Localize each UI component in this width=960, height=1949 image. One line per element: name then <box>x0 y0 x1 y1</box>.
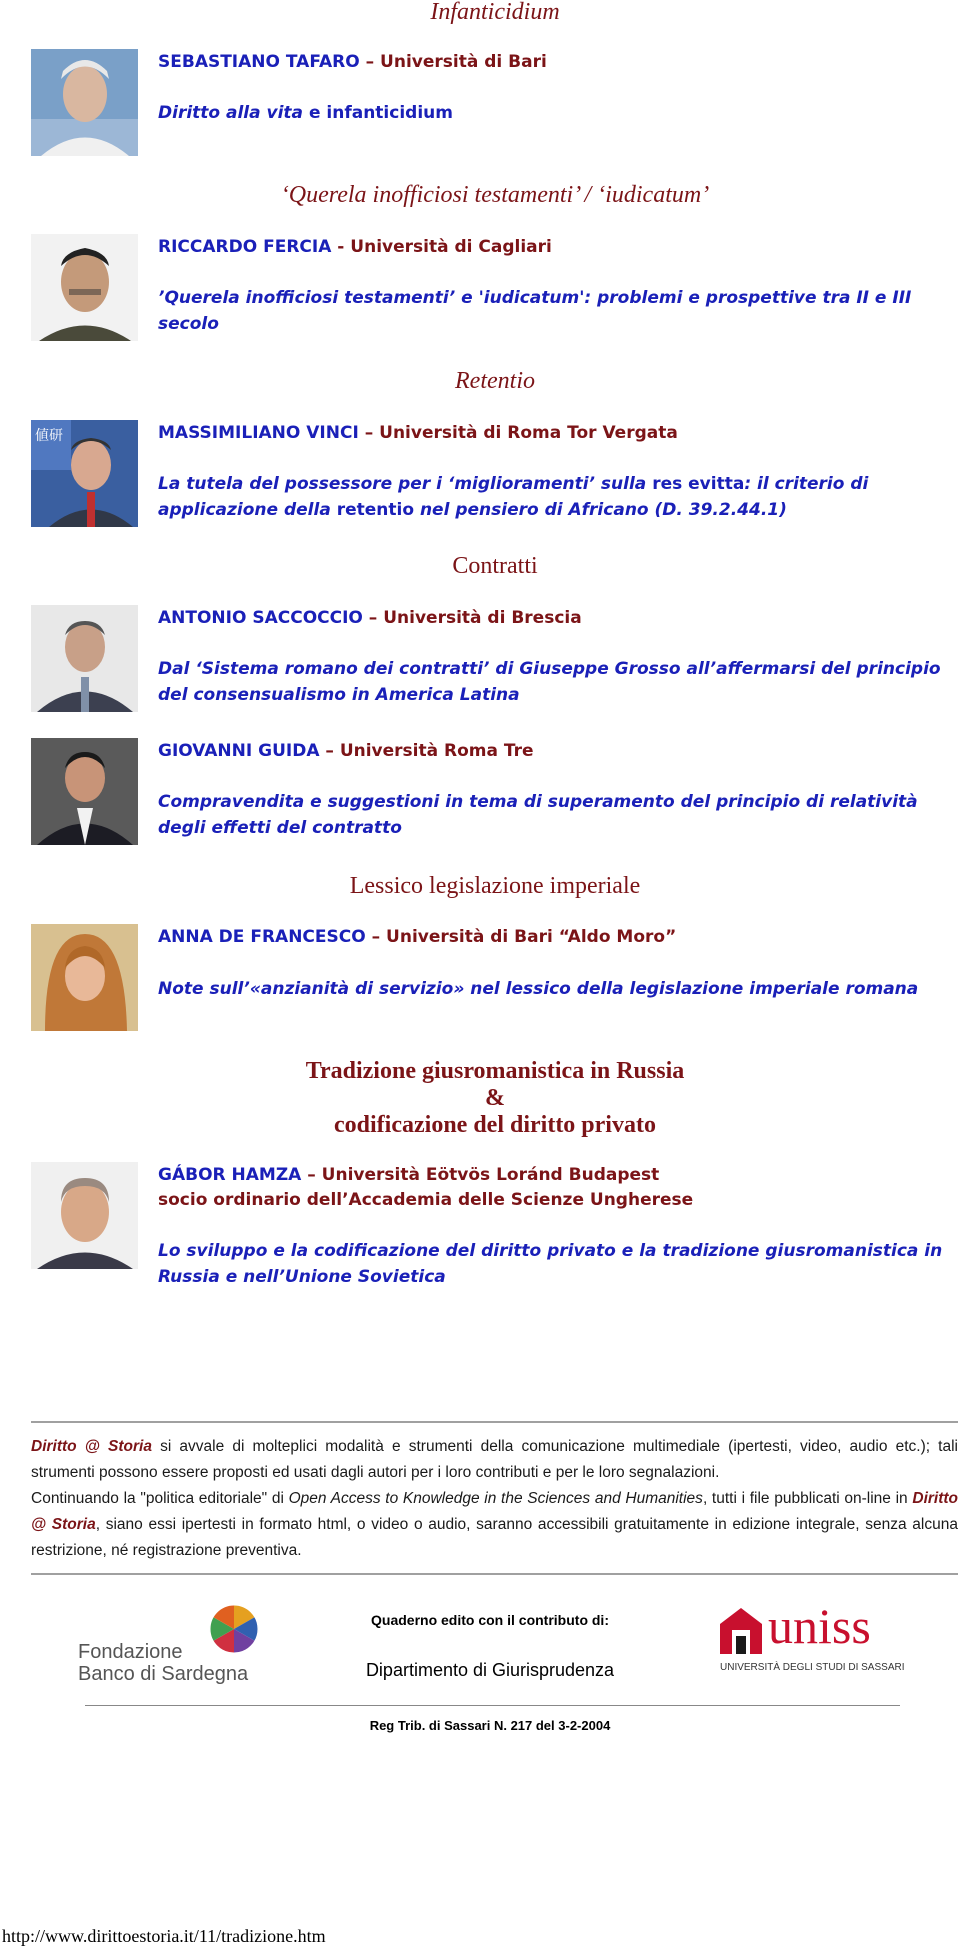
footer-paragraph-1 <box>31 1434 958 1486</box>
speaker-heading-saccoccio <box>158 605 948 631</box>
separator: – <box>301 1165 322 1185</box>
speaker-name: ANTONIO SACCOCCIO <box>158 608 363 628</box>
footer-text-part: Continuando la "politica editoriale" di <box>31 1490 289 1507</box>
reg-trib-label: Reg Trib. di Sassari N. 217 del 3-2-2004 <box>369 1718 611 1733</box>
footer-text-part: , siano essi ipertesti in formato html, o video o audio, saranno accessibili gratuitamente in edizione integrale, senza alcuna restrizione, né registrazione preventiva. <box>31 1516 958 1559</box>
speaker-affiliation: Università di Roma Tor Vergata <box>379 423 678 443</box>
section-title-tradizione-line2: & <box>485 1085 505 1111</box>
speaker-name: SEBASTIANO TAFARO <box>158 52 360 72</box>
footer-rule-top <box>31 1421 958 1423</box>
footer-text-part: , tutti i file pubblicati on-line in <box>702 1490 913 1507</box>
section-title-lessico: Lessico legislazione imperiale <box>349 873 641 899</box>
fondazione-name-line: Banco di Sardegna <box>78 1663 249 1685</box>
speaker-affiliation: Università di Brescia <box>383 608 582 628</box>
talk-title-part: nel pensiero di Africano (D. 39.2.44.1) <box>414 500 787 520</box>
speaker-photo-de-francesco <box>31 924 138 1031</box>
section-title-tradizione-line1: Tradizione giusromanistica in Russia <box>305 1058 685 1084</box>
speaker-heading-de-francesco <box>158 924 948 950</box>
quaderno-label: Quaderno edito con il contributo di: <box>371 1612 609 1628</box>
speaker-affiliation-secondary: socio ordinario dell’Accademia delle Scienze Ungherese <box>158 1190 694 1210</box>
fondazione-logo <box>78 1603 288 1683</box>
speaker-heading-guida <box>158 738 948 764</box>
uniss-logo-mark-icon <box>718 1606 764 1656</box>
brand-name: Diritto @ Storia <box>31 1438 152 1455</box>
talk-title-hamza: Lo sviluppo e la codificazione del diritto privato e la tradizione giusromanistica in Russia e nell’Unione Sovietica <box>158 1241 943 1287</box>
talk-title-part: res evitta <box>652 474 745 494</box>
speaker-photo-hamza <box>31 1162 138 1269</box>
speaker-heading-fercia <box>158 234 948 260</box>
talk-title-part: retentio <box>336 500 415 520</box>
footer-rule-bottom <box>31 1573 958 1575</box>
talk-title-vinci <box>158 471 948 523</box>
speaker-heading-tafaro <box>158 49 948 75</box>
speaker-affiliation: Università Roma Tre <box>339 741 534 761</box>
section-title-infanticidium: Infanticidium <box>430 0 560 25</box>
fondazione-name-line: Fondazione <box>78 1641 183 1663</box>
separator: – <box>359 52 381 72</box>
section-title-tradizione-line3: codificazione del diritto privato <box>334 1112 656 1138</box>
speaker-photo-tafaro <box>31 49 138 156</box>
speaker-photo-fercia <box>31 234 138 341</box>
brand-name: Diritto @ Storia <box>31 1490 959 1533</box>
section-title-querela: ‘Querela inofficiosi testamenti’ / ‘iudicatum’ <box>280 182 710 208</box>
speaker-affiliation: Università di Bari <box>380 52 547 72</box>
separator: - <box>331 237 351 257</box>
talk-title-part: e infanticidium <box>303 103 453 123</box>
speaker-name: GIOVANNI GUIDA <box>158 741 320 761</box>
speaker-heading-vinci <box>158 420 948 446</box>
talk-title-part: ’Querela inofficiosi testamenti’ e 'iudicatum' <box>158 288 585 308</box>
separator: – <box>319 741 340 761</box>
speaker-name: MASSIMILIANO VINCI <box>158 423 359 443</box>
speaker-photo-guida <box>31 738 138 845</box>
talk-title-tafaro <box>158 100 948 126</box>
uniss-subtitle: UNIVERSITÀ DEGLI STUDI DI SASSARI <box>720 1662 905 1673</box>
uniss-logo <box>718 1598 918 1684</box>
speaker-affiliation: Università Eötvös Loránd Budapest <box>321 1165 660 1185</box>
footer-text-part: si avvale di molteplici modalità e strumenti della comunicazione multimediale (ipertesti, video, audio etc.); tali strumenti possono essere proposti ed usati dagli autori per i loro contributi e per le loro segnalazioni. <box>31 1438 958 1481</box>
talk-title-part: : problemi e prospettive tra II e III secolo <box>158 288 912 334</box>
speaker-name: ANNA DE FRANCESCO <box>158 927 366 947</box>
fondazione-name <box>78 1641 248 1685</box>
footer-divider <box>85 1705 900 1706</box>
talk-title-de-francesco: Note sull’«anzianità di servizio» nel lessico della legislazione imperiale romana <box>158 979 919 999</box>
section-title-contratti: Contratti <box>452 553 538 579</box>
page-url: http://www.dirittoestoria.it/11/tradizione.htm <box>2 1926 326 1946</box>
talk-title-fercia <box>158 285 948 337</box>
separator: – <box>358 423 380 443</box>
uniss-wordmark: uniss <box>768 1598 871 1654</box>
talk-title-part: : il criterio di applicazione della <box>158 474 869 520</box>
separator: – <box>362 608 384 628</box>
footer-text-part: Open Access to Knowledge in the Sciences and Humanities <box>288 1490 703 1507</box>
talk-title-guida: Compravendita e suggestioni in tema di superamento del principio di relatività degli effetti del contratto <box>158 792 918 838</box>
dipartimento-label: Dipartimento di Giurisprudenza <box>365 1660 615 1680</box>
speaker-name: RICCARDO FERCIA <box>158 237 332 257</box>
separator: – <box>365 927 387 947</box>
section-title-retentio: Retentio <box>455 368 535 394</box>
speaker-photo-vinci <box>31 420 138 527</box>
speaker-photo-saccoccio <box>31 605 138 712</box>
footer-paragraph-2 <box>31 1486 958 1564</box>
svg-text:値研: 値研 <box>35 428 63 444</box>
talk-title-part: Diritto alla vita <box>158 103 304 123</box>
talk-title-part: La tutela del possessore per i ‘miglioramenti’ sulla <box>158 474 653 494</box>
talk-title-saccoccio: Dal ‘Sistema romano dei contratti’ di Giuseppe Grosso all’affermarsi del principio del consensualismo in America Latina <box>158 659 941 705</box>
speaker-heading-hamza <box>158 1162 948 1188</box>
speaker-affiliation: Università di Cagliari <box>350 237 552 257</box>
speaker-name: GÁBOR HAMZA <box>158 1165 302 1185</box>
speaker-affiliation: Università di Bari “Aldo Moro” <box>386 927 677 947</box>
